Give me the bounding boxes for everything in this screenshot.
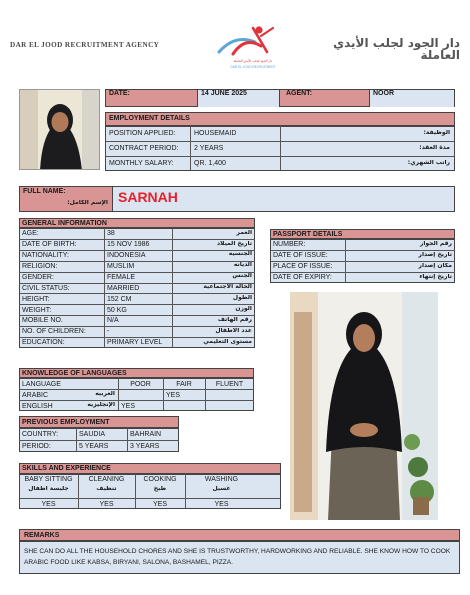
agent-label: AGENT: — [286, 90, 313, 97]
logo-caption-ar: دار الجود لجلب الأيدي العاملة — [233, 59, 273, 63]
passport-row-label: DATE OF ISSUE: — [273, 252, 328, 260]
prev-country-1: SAUDIA — [79, 430, 106, 438]
skill-washing-ar: غسيل — [212, 486, 231, 492]
general-row-value: INDONESIA — [107, 252, 146, 260]
languages-title: KNOWLEDGE OF LANGUAGES — [22, 369, 127, 377]
skills-title: SKILLS AND EXPERIENCE — [22, 465, 111, 472]
passport-row-label: PLACE OF ISSUE: — [273, 263, 333, 271]
prev-country-2: BAHRAIN — [130, 430, 162, 438]
passport-row-label-ar: رقم الجواز — [419, 240, 452, 247]
lang-header-language: LANGUAGE — [22, 380, 61, 388]
skill-cooking-ar: طبخ — [153, 486, 167, 492]
skill-cooking-value: YES — [152, 500, 167, 508]
skill-babysitting: BABY SITTING — [24, 476, 73, 483]
passport-row-label: DATE OF EXPIRY: — [273, 274, 332, 282]
general-row-value: MARRIED — [107, 284, 140, 292]
lang-header-fair: FAIR — [176, 380, 192, 388]
general-info-title: GENERAL INFORMATION — [22, 219, 107, 227]
contract-value: 2 YEARS — [194, 145, 224, 152]
general-row-label: RELIGION: — [22, 262, 58, 270]
position-label-ar: الوظيفة: — [423, 130, 450, 136]
full-name-label: FULL NAME: — [23, 188, 66, 195]
general-row-label: AGE: — [22, 230, 39, 238]
general-row-label: HEIGHT: — [22, 295, 50, 303]
passport-title: PASSPORT DETAILS — [273, 230, 343, 238]
general-row-value: N/A — [107, 317, 119, 325]
agent-value: NOOR — [373, 90, 394, 97]
passport-row-label-ar: تاريخ إنتهاء — [419, 273, 452, 280]
skill-cleaning-ar: تنظيف — [96, 486, 117, 492]
agency-name-ar: دار الجود لجلب الأيدي العاملة — [333, 36, 460, 62]
general-row-label-ar: الحالة الاجتماعية — [203, 284, 252, 291]
general-row-label: NATIONALITY: — [22, 252, 69, 260]
remarks-title: REMARKS — [24, 531, 60, 539]
skill-cooking: COOKING — [143, 476, 177, 483]
general-row-value: PRIMARY LEVEL — [107, 339, 163, 347]
general-row-label-ar: عدد الاطفال — [215, 327, 252, 334]
lang-arabic-fair: YES — [166, 391, 181, 399]
employment-details-title: EMPLOYMENT DETAILS — [109, 115, 190, 122]
prev-period-2: 3 YEARS — [130, 442, 160, 450]
full-photo-image — [290, 292, 438, 520]
contract-label: CONTRACT PERIOD: — [109, 145, 179, 152]
lang-header-fluent: FLUENT — [215, 380, 244, 388]
passport-row-label-ar: مكان إصدار — [418, 262, 452, 269]
lang-arabic: ARABIC — [22, 391, 49, 399]
skill-babysitting-ar: جليسة أطفال — [28, 486, 69, 492]
skill-babysitting-value: YES — [41, 500, 56, 508]
lang-english-ar: الإنجليزيه — [87, 402, 115, 408]
salary-label: MONTHLY SALARY: — [109, 160, 174, 167]
general-row-label: WEIGHT: — [22, 306, 52, 314]
general-row-label-ar: مستوى التعليمي — [203, 338, 252, 345]
portrait-image — [20, 90, 100, 170]
general-row-value: 38 — [107, 230, 115, 238]
passport-row-label-ar: تاريخ إصدار — [418, 251, 452, 258]
passport-row-label: NUMBER: — [273, 241, 306, 249]
prev-period-1: 5 YEARS — [79, 442, 109, 450]
full-name-label-ar: الإسم الكامل: — [67, 200, 108, 206]
lang-english-poor: YES — [121, 402, 136, 410]
lang-arabic-ar: العربيه — [95, 391, 115, 397]
lang-english: ENGLISH — [22, 402, 53, 410]
remarks-text: SHE CAN DO ALL THE HOUSEHOLD CHORES AND SHE IS TRUSTWORTHY, HARDWORKING AND RELIABLE. SHE KNOW HOW TO COOK ARABIC FOOD LIKE KABSA, BIRYANI, SALONA, BASHAMEL, PIZZA. — [24, 548, 451, 566]
general-row-label-ar: رقم الهاتف — [217, 316, 252, 323]
applicant-full-photo — [290, 292, 438, 520]
lang-header-poor: POOR — [130, 380, 151, 388]
contract-label-ar: مدة العقد: — [419, 145, 450, 151]
general-row-label-ar: الطول — [232, 295, 252, 302]
general-row-label-ar: الجنسيه — [228, 251, 252, 258]
skill-washing: WASHING — [204, 476, 239, 483]
general-row-label-ar: تاريخ الميلاد — [216, 240, 252, 247]
date-value: 14 JUNE 2025 — [201, 90, 247, 97]
full-name-value: SARNAH — [118, 190, 178, 204]
remarks-header — [19, 529, 460, 541]
logo-caption-en: DAR EL JOOD RECRUITMENT — [230, 65, 276, 69]
skill-washing-value: YES — [214, 500, 229, 508]
general-row-label: EDUCATION: — [22, 339, 65, 347]
salary-value: QR. 1,400 — [194, 160, 226, 167]
position-value: HOUSEMAID — [194, 130, 237, 137]
general-row-value: MUSLIM — [107, 262, 135, 270]
position-label: POSITION APPLIED: — [109, 130, 176, 137]
skill-cleaning-value: YES — [99, 500, 114, 508]
general-row-label-ar: العمر — [236, 229, 252, 236]
salary-label-ar: راتب الشهري: — [407, 160, 450, 166]
general-row-value: - — [107, 328, 110, 336]
general-row-value: 15 NOV 1986 — [107, 241, 150, 249]
previous-employment-title: PREVIOUS EMPLOYMENT — [22, 418, 110, 426]
general-row-value: 50 KG — [107, 306, 127, 314]
general-row-label-ar: الجنس — [232, 273, 252, 280]
prev-country-label: COUNTRY: — [22, 430, 59, 438]
general-row-label: GENDER: — [22, 273, 54, 281]
general-row-label: CIVIL STATUS: — [22, 284, 70, 292]
general-row-label-ar: الوزن — [235, 305, 252, 312]
general-row-label-ar: الديانه — [233, 262, 252, 269]
general-row-label: NO. OF CHILDREN: — [22, 328, 86, 336]
general-row-value: 152 CM — [107, 295, 132, 303]
general-row-label: MOBILE NO. — [22, 317, 63, 325]
date-label: DATE: — [109, 90, 130, 97]
prev-period-label: PERIOD: — [22, 442, 51, 450]
agency-name-en: DAR EL JOOD RECRUITMENT AGENCY — [10, 41, 160, 49]
applicant-portrait — [19, 89, 100, 170]
general-row-label: DATE OF BIRTH: — [22, 241, 77, 249]
skill-cleaning: CLEANING — [88, 476, 125, 483]
general-row-value: FEMALE — [107, 273, 136, 281]
